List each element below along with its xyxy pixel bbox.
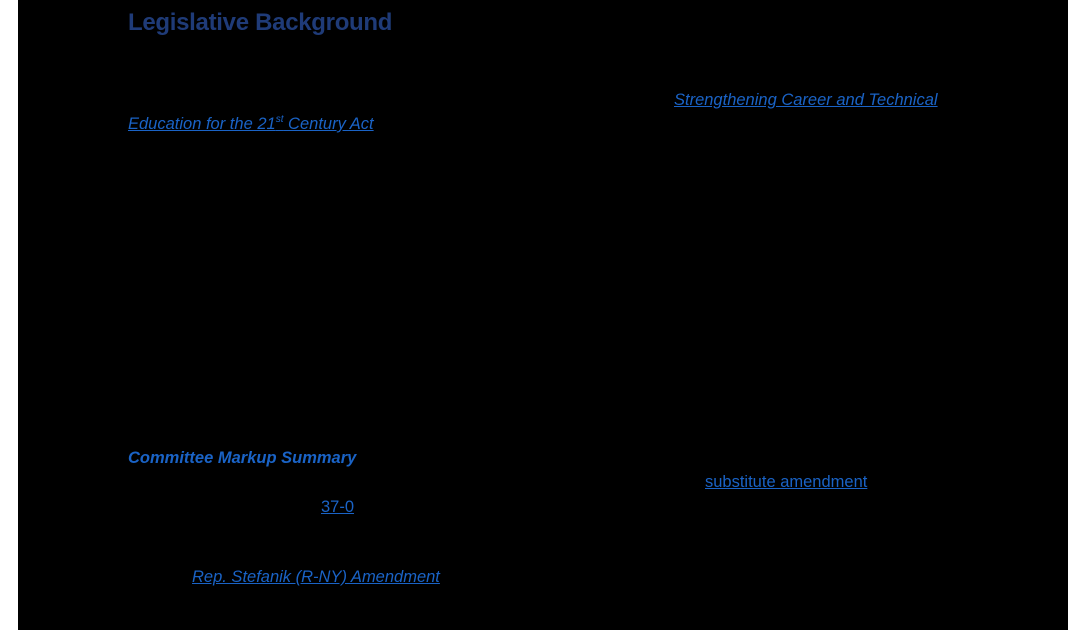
section-heading-legislative-background: Legislative Background	[128, 9, 393, 36]
act-title-suffix: Century Act	[283, 115, 374, 133]
vote-result-link[interactable]: 37-0	[321, 498, 355, 516]
act-title-link-part-1[interactable]: Strengthening Career and Technical	[674, 91, 938, 109]
vote-line	[321, 498, 354, 517]
act-title-link-part-2[interactable]	[128, 115, 374, 133]
act-title-line-2	[128, 115, 374, 134]
substitute-line	[705, 473, 867, 492]
act-title-prefix: Education for the 21	[128, 115, 276, 133]
stefanik-amendment-link[interactable]: Rep. Stefanik (R-NY) Amendment	[192, 568, 440, 586]
section-heading-committee-markup-summary: Committee Markup Summary	[128, 449, 357, 467]
amendment-line	[192, 568, 440, 587]
act-title-line-1	[674, 91, 938, 110]
document-page	[18, 0, 1068, 630]
act-title-superscript: st	[275, 114, 284, 125]
substitute-amendment-link[interactable]: substitute amendment	[705, 473, 868, 491]
